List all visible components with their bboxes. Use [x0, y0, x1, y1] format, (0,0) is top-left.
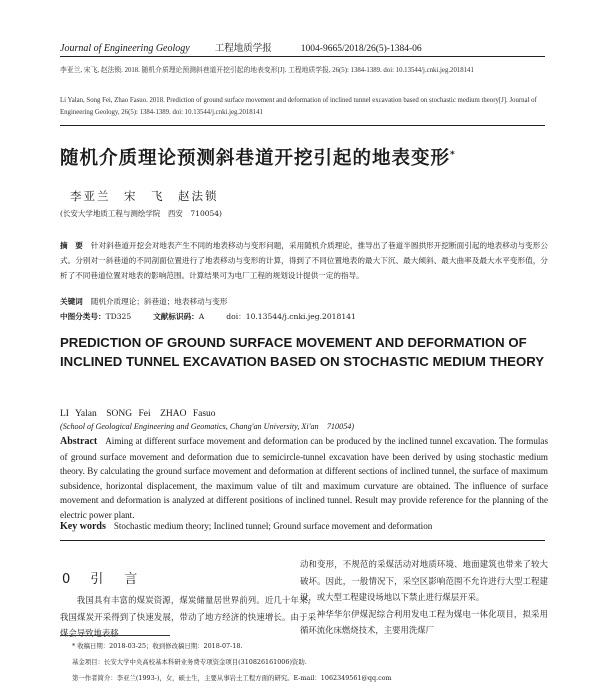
keywords-en-label: Key words: [60, 521, 106, 532]
journal-name-cn: 工程地质学报: [214, 43, 272, 54]
footnote-received: * 收稿日期：2018-03-25；收到修改稿日期：2018-07-18.: [72, 642, 243, 650]
body-paragraph: 神华华尔伊煤泥综合利用发电工程为煤电一体化项目，拟采用循环流化床燃烧技术，主要用洗煤厂: [300, 608, 548, 635]
keywords-cn-label: 关键词: [60, 297, 83, 306]
section-heading-intro: [62, 568, 141, 587]
classification-line: [60, 311, 356, 322]
citation-rule: [60, 125, 545, 126]
section-number: 0: [62, 572, 75, 587]
keywords-en-text: Stochastic medium theory; Inclined tunnel; Ground surface movement and deformation: [113, 521, 433, 531]
abstract-cn-label: 摘 要: [60, 241, 83, 250]
body-column-right: [300, 556, 548, 639]
affiliation-cn: (长安大学地质工程与测绘学院 西安 710054): [60, 209, 222, 218]
citation-cn: 李亚兰, 宋飞, 赵法锁. 2018. 随机介质理论预测斜巷道开挖引起的地表变形[J]. 工程地质学报, 26(5): 1384-1389. doi: 10.13544/j.cnki.jeg.2018141: [60, 67, 474, 74]
keywords-en: [60, 521, 548, 532]
doc-code: A: [198, 312, 205, 321]
section-title: 引 言: [90, 572, 142, 587]
abstract-rule: [60, 540, 545, 541]
page-title-cn: [60, 144, 456, 170]
keywords-cn: [60, 296, 227, 307]
title-footnote-mark: *: [450, 149, 456, 160]
body-paragraph: 动和变形，不规范的采煤活动对地质环境、地面建筑也带来了较大破坏。因此，一般情况下，采空区影响范围不允许进行大型工程建设，或大型工程建设场地以下禁止进行煤层开采。: [300, 559, 548, 602]
affiliation-en: (School of Geological Engineering and Geomatics, Chang'an University, Xi'an 710054): [60, 422, 355, 431]
footnote-author: 第一作者简介：李亚兰(1993-)，女，硕士生，主要从事岩土工程方面的研究。E-mail：1062349561@qq.com: [72, 674, 392, 682]
abstract-cn-text: 针对斜巷道开挖会对地表产生不同的地表移动与变形问题，采用随机介质理论，推导出了巷道半圆拱形开挖断面引起的地表移动与变形公式。分别对一斜巷道的不同剖面位置进行了地表移动与变形的计算，得到了不同位置地表的最大下沉、最大倾斜、最大曲率及最大水平变形值，分析了不同巷道位置对地表的影响范围。计算结果可为电厂工程的规划设计提供一定的指导。: [60, 241, 548, 280]
doi-label: doi：: [226, 312, 246, 321]
clc-code: TD325: [105, 312, 132, 321]
clc-label: 中图分类号：: [60, 312, 106, 321]
issn-line: 1004-9665/2018/26(5)-1384-06: [300, 44, 422, 54]
body-paragraph: 我国具有丰富的煤炭资源，煤炭储量居世界前列。近几十年来，我国煤炭开采得到了快速发展，带动了地方经济的快速增长。由于采煤会导致地表移: [60, 595, 316, 638]
title-cn-text: 随机介质理论预测斜巷道开挖引起的地表变形: [60, 148, 451, 169]
running-header: [60, 40, 545, 54]
footnote-rule: [60, 635, 170, 636]
citation-en: Li Yalan, Song Fei, Zhao Fasuo. 2018. Prediction of ground surface movement and deformation of inclined tunnel excavation based on stochastic medium theory[J]. Journal of Engineering Geology, 26(5): 1384-1389. doi: 10.13544/j.cnki.jeg.2018141: [60, 97, 537, 116]
abstract-en-label: Abstract: [60, 436, 98, 447]
authors-en: LI Yalan SONG Fei ZHAO Fasuo: [60, 409, 216, 419]
abstract-en-text: Aiming at different surface movement and deformation can be produced by the inclined tunnel excavation. The formulas of ground surface movement and deformation due to semicircle-tunnel excavation have been derived by using stochastic medium theory. By calculating the ground surface movement and deformation at different sections of inclined tunnel, the surface of maximum subsidence, horizontal displacement, the maximum value of tilt and maximum curvature are obtained. The influence of surface movement and deformation is analyzed at different positions of inclined tunnel. Result may provide reference for the planning of the electric power plant.: [60, 436, 548, 520]
keywords-cn-text: 随机介质理论；斜巷道；地表移动与变形: [90, 297, 228, 306]
authors-cn: 李亚兰 宋 飞 赵法锁: [70, 189, 219, 203]
abstract-cn: [60, 238, 548, 283]
abstract-en: [60, 434, 548, 523]
page-title-en: PREDICTION OF GROUND SURFACE MOVEMENT AND DEFORMATION OF INCLINED TUNNEL EXCAVATION BASED ON STOCHASTIC MEDIUM THEORY: [60, 335, 545, 369]
journal-name-en: Journal of Engineering Geology: [60, 43, 190, 54]
doc-code-label: 文献标识码：: [153, 312, 199, 321]
footnote-fund: 基金项目：长安大学中央高校基本科研业务费专项资金项目(310826161006)资助.: [72, 658, 307, 666]
header-rule: [60, 56, 545, 57]
doi-value: 10.13544/j.cnki.jeg.2018141: [245, 312, 356, 321]
